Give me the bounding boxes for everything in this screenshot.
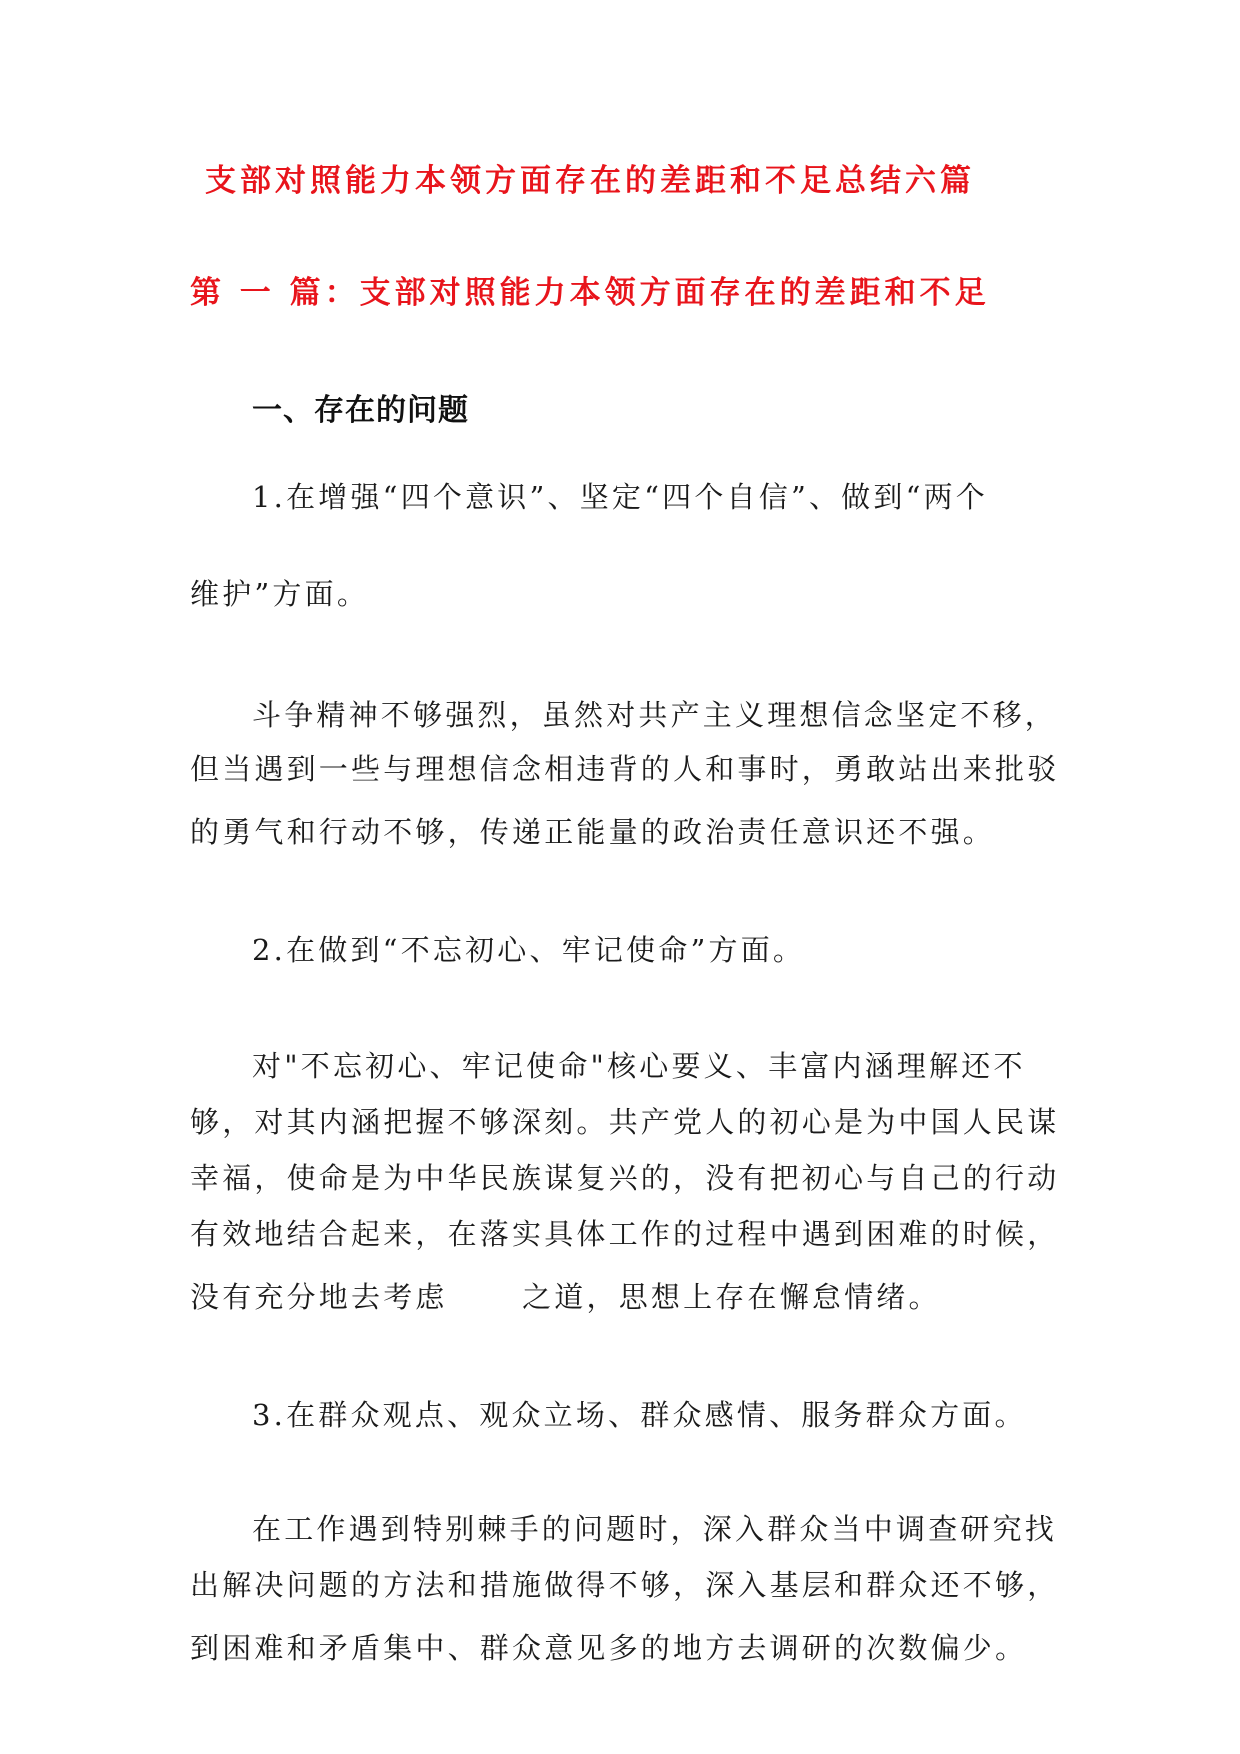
paragraph-line: 的勇气和行动不够，传递正能量的政治责任意识还不强。 bbox=[190, 815, 996, 849]
paragraph-line: 够，对其内涵把握不够深刻。共产党人的初心是为中国人民谋 bbox=[190, 1105, 1060, 1139]
item2-line: 2.在做到“不忘初心、牢记使命”方面。 bbox=[252, 933, 806, 967]
document-title: 支部对照能力本领方面存在的差距和不足总结六篇 bbox=[205, 163, 975, 199]
paragraph-line: 对"不忘初心、牢记使命"核心要义、丰富内涵理解还不 bbox=[252, 1049, 1026, 1083]
paragraph-line: 没有充分地去考虑 之道，思想上存在懈怠情绪。 bbox=[190, 1280, 941, 1314]
section-heading: 一、存在的问题 bbox=[252, 393, 469, 428]
chapter-subtitle: 第 一 篇：支部对照能力本领方面存在的差距和不足 bbox=[190, 275, 990, 311]
paragraph-line: 但当遇到一些与理想信念相违背的人和事时，勇敢站出来批驳 bbox=[190, 752, 1060, 786]
paragraph-line: 到困难和矛盾集中、群众意见多的地方去调研的次数偏少。 bbox=[190, 1631, 1028, 1665]
item1-line: 1.在增强“四个意识”、坚定“四个自信”、做到“两个 bbox=[252, 480, 988, 514]
item3-line: 3.在群众观点、观众立场、群众感情、服务群众方面。 bbox=[252, 1398, 1027, 1432]
paragraph-line: 斗争精神不够强烈，虽然对共产主义理想信念坚定不移， bbox=[252, 698, 1058, 732]
paragraph-line: 幸福，使命是为中华民族谋复兴的，没有把初心与自己的行动 bbox=[190, 1161, 1060, 1195]
paragraph-line: 在工作遇到特别棘手的问题时，深入群众当中调查研究找 bbox=[252, 1512, 1058, 1546]
paragraph-line: 有效地结合起来，在落实具体工作的过程中遇到困难的时候， bbox=[190, 1217, 1060, 1251]
paragraph-line: 出解决问题的方法和措施做得不够，深入基层和群众还不够， bbox=[190, 1568, 1060, 1602]
item1-line: 维护”方面。 bbox=[190, 577, 370, 611]
